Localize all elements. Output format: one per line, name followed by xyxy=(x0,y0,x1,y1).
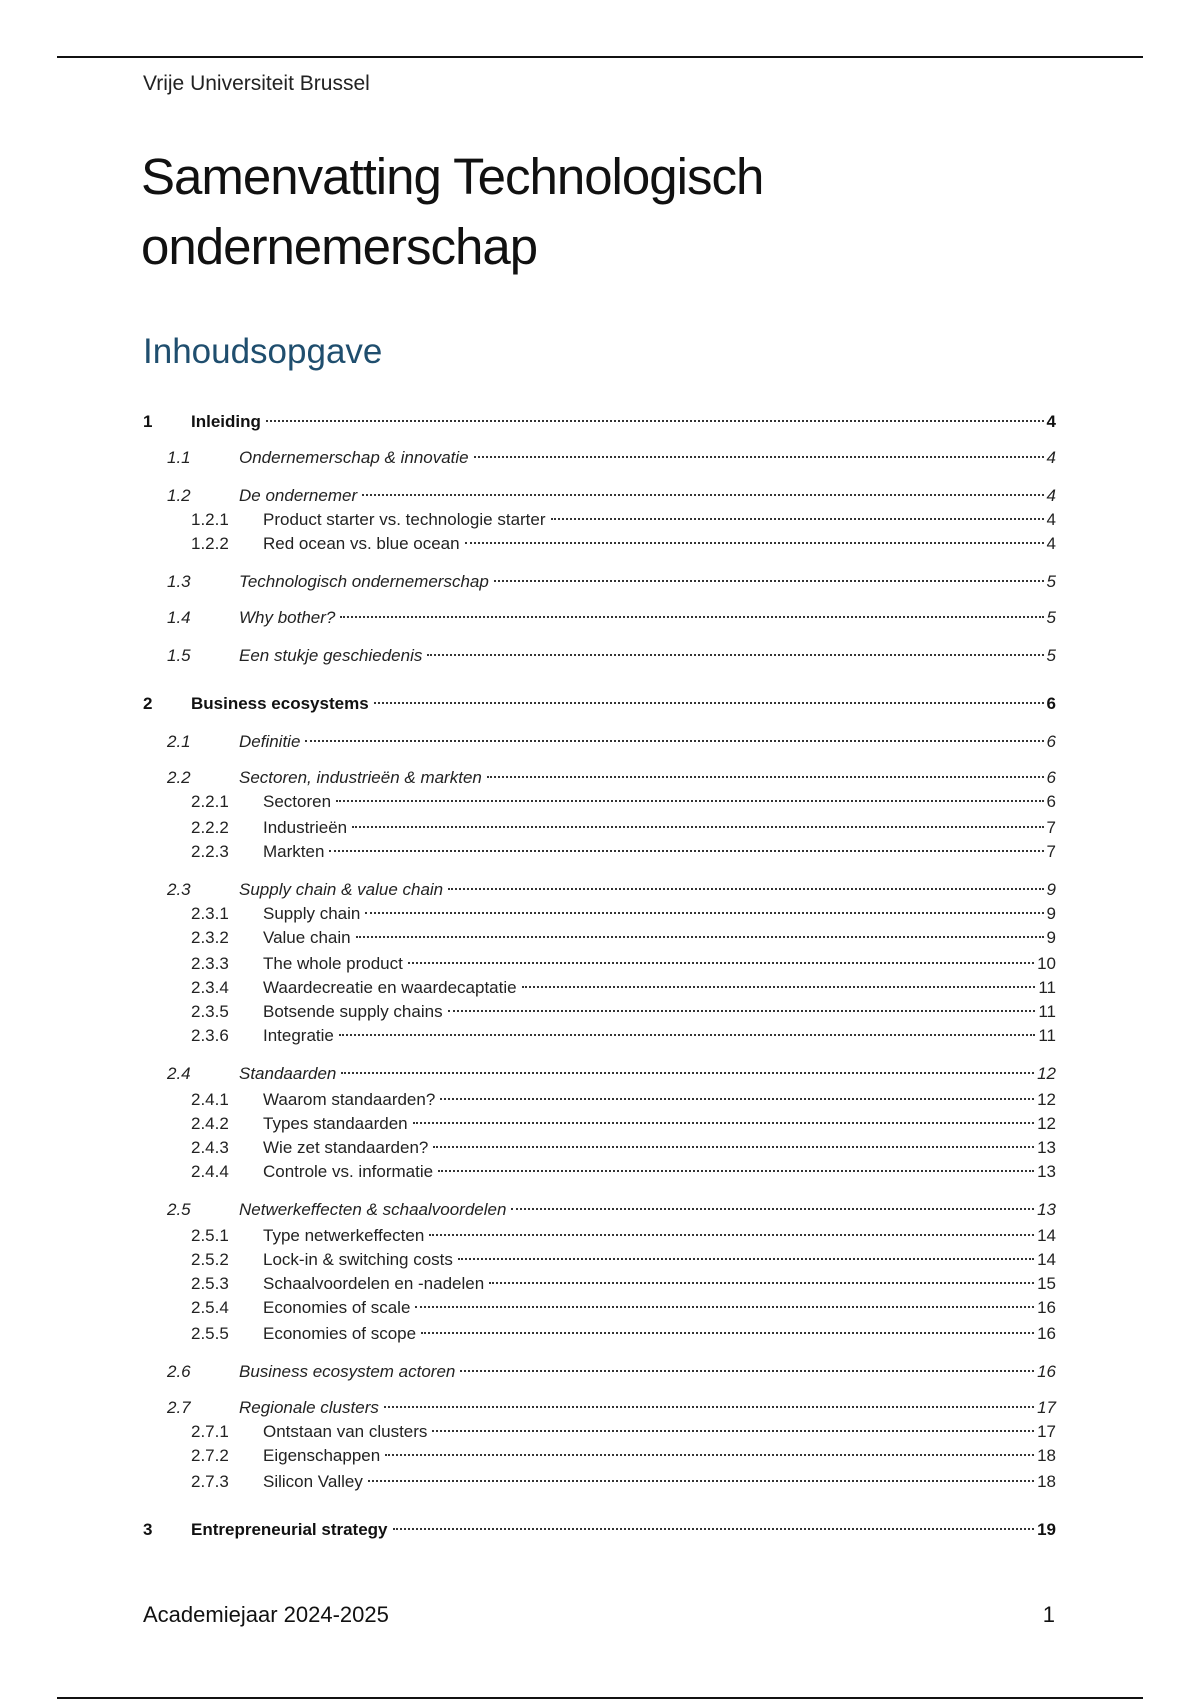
toc-entry-text xyxy=(263,1159,1056,1185)
toc-entry-label: Ontstaan van clusters xyxy=(263,1422,428,1441)
toc-entry-number: 2.5.4 xyxy=(191,1298,229,1317)
toc-entry-text xyxy=(263,531,1056,557)
header-institution: Vrije Universiteit Brussel xyxy=(143,72,370,95)
toc-entry-page: 4 xyxy=(1046,510,1056,529)
toc-entry-number: 2.4.2 xyxy=(191,1114,229,1133)
toc-dot-leader xyxy=(352,826,1043,828)
toc-entry-text xyxy=(263,789,1056,815)
toc-entry-number: 2.4 xyxy=(167,1064,191,1083)
toc-entry-page: 13 xyxy=(1037,1138,1056,1157)
toc-entry-text xyxy=(263,1111,1056,1137)
toc-entry[interactable] xyxy=(0,507,1200,533)
toc-entry-text xyxy=(263,1271,1056,1297)
toc-entry-page: 5 xyxy=(1046,646,1056,665)
toc-entry[interactable] xyxy=(0,999,1200,1025)
toc-dot-leader xyxy=(494,580,1044,582)
toc-entry-label: Value chain xyxy=(263,928,351,947)
toc-entry-label: Inleiding xyxy=(191,412,261,431)
toc-entry[interactable] xyxy=(0,1061,1200,1087)
toc-entry[interactable] xyxy=(0,1395,1200,1421)
toc-entry-text xyxy=(239,1395,1056,1421)
toc-dot-leader xyxy=(489,1282,1034,1284)
toc-entry-page: 11 xyxy=(1038,978,1056,997)
toc-dot-leader xyxy=(487,776,1044,778)
toc-entry-page: 5 xyxy=(1046,608,1056,627)
toc-entry-number: 2.7.3 xyxy=(191,1472,229,1491)
toc-entry-text xyxy=(191,409,1056,435)
toc-dot-leader xyxy=(356,936,1044,938)
toc-entry-page: 11 xyxy=(1038,1002,1056,1021)
toc-entry-label: The whole product xyxy=(263,954,403,973)
toc-dot-leader xyxy=(365,912,1043,914)
toc-entry[interactable] xyxy=(0,1111,1200,1137)
toc-entry-text xyxy=(263,815,1056,841)
toc-dot-leader xyxy=(266,420,1044,422)
toc-entry[interactable] xyxy=(0,1247,1200,1273)
toc-entry-label: Ondernemerschap & innovatie xyxy=(239,448,469,467)
toc-entry-text xyxy=(263,1443,1056,1469)
toc-entry-label: Netwerkeffecten & schaalvoordelen xyxy=(239,1200,507,1219)
toc-entry-text xyxy=(239,569,1056,595)
toc-dot-leader xyxy=(427,654,1043,656)
toc-dot-leader xyxy=(413,1122,1034,1124)
toc-entry-text xyxy=(239,643,1056,669)
toc-entry-number: 2.2.2 xyxy=(191,818,229,837)
toc-entry-page: 10 xyxy=(1037,954,1056,973)
toc-entry-label: Controle vs. informatie xyxy=(263,1162,434,1181)
toc-entry-text xyxy=(239,877,1056,903)
toc-entry-number: 2.3.5 xyxy=(191,1002,229,1021)
toc-dot-leader xyxy=(438,1170,1034,1172)
toc-entry-page: 13 xyxy=(1037,1200,1056,1219)
toc-dot-leader xyxy=(522,986,1036,988)
toc-entry-page: 9 xyxy=(1046,904,1056,923)
toc-entry[interactable] xyxy=(0,1087,1200,1113)
toc-entry-number: 2.3.4 xyxy=(191,978,229,997)
toc-entry-page: 6 xyxy=(1046,768,1056,787)
toc-entry-text xyxy=(191,691,1056,717)
toc-entry-label: Definitie xyxy=(239,732,301,751)
toc-entry[interactable] xyxy=(0,1223,1200,1249)
toc-entry-text xyxy=(263,1321,1056,1347)
toc-dot-leader xyxy=(374,702,1044,704)
toc-entry-page: 4 xyxy=(1046,486,1056,505)
toc-entry-number: 2.1 xyxy=(167,732,191,751)
toc-dot-leader xyxy=(305,740,1043,742)
toc-entry-label: Economies of scale xyxy=(263,1298,411,1317)
toc-dot-leader xyxy=(341,1072,1034,1074)
toc-dot-leader xyxy=(448,1010,1036,1012)
footer-page-number: 1 xyxy=(1042,1602,1055,1627)
toc-dot-leader xyxy=(433,1146,1034,1148)
toc-entry-text xyxy=(263,1023,1056,1049)
toc-entry-page: 9 xyxy=(1046,928,1056,947)
toc-entry-number: 1.2.1 xyxy=(191,510,229,529)
toc-entry-label: Types standaarden xyxy=(263,1114,408,1133)
toc-entry-label: Integratie xyxy=(263,1026,334,1045)
toc-entry-text xyxy=(263,1135,1056,1161)
toc-entry-number: 2.3.1 xyxy=(191,904,229,923)
toc-entry-text xyxy=(263,1087,1056,1113)
toc-entry[interactable] xyxy=(0,765,1200,791)
footer-rule xyxy=(57,1697,1143,1699)
toc-entry-number: 2.3.6 xyxy=(191,1026,229,1045)
toc-entry-label: Supply chain & value chain xyxy=(239,880,444,899)
toc-entry-label: Waarom standaarden? xyxy=(263,1090,436,1109)
toc-entry-page: 4 xyxy=(1046,412,1056,431)
toc-entry-page: 16 xyxy=(1037,1362,1056,1381)
toc-entry-number: 1.1 xyxy=(167,448,191,467)
toc-dot-leader xyxy=(336,800,1043,802)
toc-entry-text xyxy=(239,1061,1056,1087)
toc-entry-page: 6 xyxy=(1046,792,1056,811)
toc-entry-page: 13 xyxy=(1037,1162,1056,1181)
toc-entry-label: De ondernemer xyxy=(239,486,358,505)
toc-entry-page: 18 xyxy=(1037,1472,1056,1491)
toc-entry[interactable] xyxy=(0,925,1200,951)
toc-entry[interactable] xyxy=(0,1023,1200,1049)
toc-entry-page: 19 xyxy=(1037,1520,1056,1539)
toc-entry-label: Industrieën xyxy=(263,818,348,837)
toc-entry-number: 2.2.1 xyxy=(191,792,229,811)
toc-entry-number: 2.7.1 xyxy=(191,1422,229,1441)
toc-entry-label: Silicon Valley xyxy=(263,1472,363,1491)
toc-dot-leader xyxy=(340,616,1043,618)
toc-entry-label: Regionale clusters xyxy=(239,1398,379,1417)
toc-entry-number: 2.3 xyxy=(167,880,191,899)
toc-entry[interactable] xyxy=(0,815,1200,841)
toc-entry[interactable] xyxy=(0,839,1200,865)
toc-entry[interactable] xyxy=(0,531,1200,557)
toc-entry-page: 11 xyxy=(1038,1026,1056,1045)
toc-entry-number: 2.2 xyxy=(167,768,191,787)
toc-entry-page: 16 xyxy=(1037,1324,1056,1343)
toc-entry-text xyxy=(263,1419,1056,1445)
toc-entry[interactable] xyxy=(0,1517,1200,1543)
toc-entry-number: 2.4.1 xyxy=(191,1090,229,1109)
toc-entry-number: 2.4.4 xyxy=(191,1162,229,1181)
toc-entry-text xyxy=(191,1517,1056,1543)
toc-entry-page: 17 xyxy=(1037,1398,1056,1417)
toc-entry-text xyxy=(263,1223,1056,1249)
toc-dot-leader xyxy=(339,1034,1035,1036)
toc-entry-number: 1.4 xyxy=(167,608,191,627)
toc-entry-page: 7 xyxy=(1046,818,1056,837)
toc-entry[interactable] xyxy=(0,789,1200,815)
toc-dot-leader xyxy=(393,1528,1035,1530)
toc-entry-label: Type netwerkeffecten xyxy=(263,1226,425,1245)
toc-dot-leader xyxy=(460,1370,1034,1372)
toc-entry[interactable] xyxy=(0,605,1200,631)
toc-entry-label: Markten xyxy=(263,842,325,861)
toc-dot-leader xyxy=(429,1234,1034,1236)
toc-entry[interactable] xyxy=(0,445,1200,471)
toc-entry-number: 2.6 xyxy=(167,1362,191,1381)
toc-entry-label: Technologisch ondernemerschap xyxy=(239,572,489,591)
toc-entry-number: 2.3.2 xyxy=(191,928,229,947)
toc-entry-text xyxy=(263,507,1056,533)
toc-entry-label: Lock-in & switching costs xyxy=(263,1250,453,1269)
toc-dot-leader xyxy=(415,1306,1034,1308)
toc-entry-page: 12 xyxy=(1037,1114,1056,1133)
toc-entry-number: 1.3 xyxy=(167,572,191,591)
toc-entry-number: 1.5 xyxy=(167,646,191,665)
toc-heading: Inhoudsopgave xyxy=(143,332,383,371)
toc-entry-text xyxy=(263,951,1056,977)
toc-entry-text xyxy=(263,999,1056,1025)
toc-dot-leader xyxy=(432,1430,1034,1432)
toc-dot-leader xyxy=(448,888,1043,890)
toc-entry-text xyxy=(239,605,1056,631)
toc-entry-text xyxy=(263,839,1056,865)
toc-entry-page: 5 xyxy=(1046,572,1056,591)
toc-entry[interactable] xyxy=(0,483,1200,509)
toc-dot-leader xyxy=(474,456,1044,458)
toc-entry-label: Business ecosystems xyxy=(191,694,369,713)
toc-entry-text xyxy=(263,1247,1056,1273)
toc-entry[interactable] xyxy=(0,409,1200,435)
toc-entry-page: 6 xyxy=(1046,694,1056,713)
toc-dot-leader xyxy=(465,542,1044,544)
toc-entry-label: Eigenschappen xyxy=(263,1446,381,1465)
toc-entry[interactable] xyxy=(0,1419,1200,1445)
toc-dot-leader xyxy=(408,962,1034,964)
toc-entry-page: 14 xyxy=(1037,1250,1056,1269)
toc-dot-leader xyxy=(458,1258,1034,1260)
toc-entry-text xyxy=(239,483,1056,509)
toc-entry-page: 16 xyxy=(1037,1298,1056,1317)
toc-entry-label: Entrepreneurial strategy xyxy=(191,1520,388,1539)
toc-entry-page: 14 xyxy=(1037,1226,1056,1245)
toc-entry-label: Waardecreatie en waardecaptatie xyxy=(263,978,517,997)
footer-academic-year: Academiejaar 2024-2025 xyxy=(143,1602,389,1627)
toc-dot-leader xyxy=(421,1332,1034,1334)
toc-entry[interactable] xyxy=(0,1271,1200,1297)
toc-dot-leader xyxy=(368,1480,1034,1482)
toc-entry-text xyxy=(263,975,1056,1001)
toc-entry[interactable] xyxy=(0,951,1200,977)
toc-entry-number: 2.4.3 xyxy=(191,1138,229,1157)
toc-entry-page: 17 xyxy=(1037,1422,1056,1441)
toc-entry-text xyxy=(263,925,1056,951)
toc-entry-text xyxy=(263,901,1056,927)
toc-entry-number: 1 xyxy=(143,412,153,431)
toc-entry-page: 18 xyxy=(1037,1446,1056,1465)
toc-entry-page: 6 xyxy=(1046,732,1056,751)
toc-entry-label: Schaalvoordelen en -nadelen xyxy=(263,1274,485,1293)
toc-entry[interactable] xyxy=(0,569,1200,595)
toc-entry[interactable] xyxy=(0,1321,1200,1347)
toc-entry-page: 15 xyxy=(1037,1274,1056,1293)
toc-entry-number: 1.2 xyxy=(167,486,191,505)
toc-entry[interactable] xyxy=(0,1159,1200,1185)
toc-dot-leader xyxy=(362,494,1043,496)
toc-entry-number: 2.5.3 xyxy=(191,1274,229,1293)
toc-entry-label: Red ocean vs. blue ocean xyxy=(263,534,460,553)
toc-entry[interactable] xyxy=(0,901,1200,927)
toc-entry-number: 2.5.2 xyxy=(191,1250,229,1269)
toc-entry[interactable] xyxy=(0,975,1200,1001)
toc-entry-label: Supply chain xyxy=(263,904,361,923)
toc-entry-label: Product starter vs. technologie starter xyxy=(263,510,546,529)
toc-entry[interactable] xyxy=(0,1197,1200,1223)
toc-dot-leader xyxy=(329,850,1043,852)
toc-dot-leader xyxy=(511,1208,1034,1210)
toc-entry[interactable] xyxy=(0,1443,1200,1469)
toc-entry-number: 2.7.2 xyxy=(191,1446,229,1465)
toc-entry-text xyxy=(239,765,1056,791)
toc-entry-label: Sectoren, industrieën & markten xyxy=(239,768,482,787)
toc-entry-page: 9 xyxy=(1046,880,1056,899)
toc-dot-leader xyxy=(551,518,1044,520)
toc-entry[interactable] xyxy=(0,691,1200,717)
toc-entry-label: Business ecosystem actoren xyxy=(239,1362,456,1381)
toc-entry[interactable] xyxy=(0,1295,1200,1321)
toc-entry-page: 4 xyxy=(1046,448,1056,467)
document-title-line-1: Samenvatting Technologisch xyxy=(141,148,764,205)
toc-entry-label: Botsende supply chains xyxy=(263,1002,443,1021)
toc-entry[interactable] xyxy=(0,1135,1200,1161)
toc-entry-number: 2 xyxy=(143,694,153,713)
toc-entry-number: 2.3.3 xyxy=(191,954,229,973)
toc-entry-label: Een stukje geschiedenis xyxy=(239,646,423,665)
toc-entry[interactable] xyxy=(0,1359,1200,1385)
toc-entry-page: 4 xyxy=(1046,534,1056,553)
toc-entry-number: 2.5.1 xyxy=(191,1226,229,1245)
toc-entry-page: 12 xyxy=(1037,1064,1056,1083)
toc-entry-number: 3 xyxy=(143,1520,153,1539)
toc-entry-text xyxy=(263,1295,1056,1321)
toc-entry[interactable] xyxy=(0,1469,1200,1495)
toc-entry-text xyxy=(239,445,1056,471)
toc-entry-text xyxy=(239,1197,1056,1223)
toc-dot-leader xyxy=(385,1454,1034,1456)
toc-entry-number: 2.2.3 xyxy=(191,842,229,861)
toc-entry-number: 2.5 xyxy=(167,1200,191,1219)
toc-entry-text xyxy=(239,729,1056,755)
toc-entry-page: 12 xyxy=(1037,1090,1056,1109)
toc-entry-number: 1.2.2 xyxy=(191,534,229,553)
toc-entry-text xyxy=(239,1359,1056,1385)
toc-entry-label: Why bother? xyxy=(239,608,336,627)
toc-dot-leader xyxy=(440,1098,1034,1100)
toc-dot-leader xyxy=(384,1406,1034,1408)
toc-entry-number: 2.7 xyxy=(167,1398,191,1417)
toc-entry-text xyxy=(263,1469,1056,1495)
toc-entry[interactable] xyxy=(0,877,1200,903)
toc-entry-page: 7 xyxy=(1046,842,1056,861)
toc-entry-label: Economies of scope xyxy=(263,1324,417,1343)
toc-entry-label: Standaarden xyxy=(239,1064,337,1083)
document-title-line-2: ondernemerschap xyxy=(141,218,538,275)
toc-entry-label: Sectoren xyxy=(263,792,332,811)
toc-entry[interactable] xyxy=(0,729,1200,755)
toc-entry[interactable] xyxy=(0,643,1200,669)
toc-entry-label: Wie zet standaarden? xyxy=(263,1138,429,1157)
toc-entry-number: 2.5.5 xyxy=(191,1324,229,1343)
